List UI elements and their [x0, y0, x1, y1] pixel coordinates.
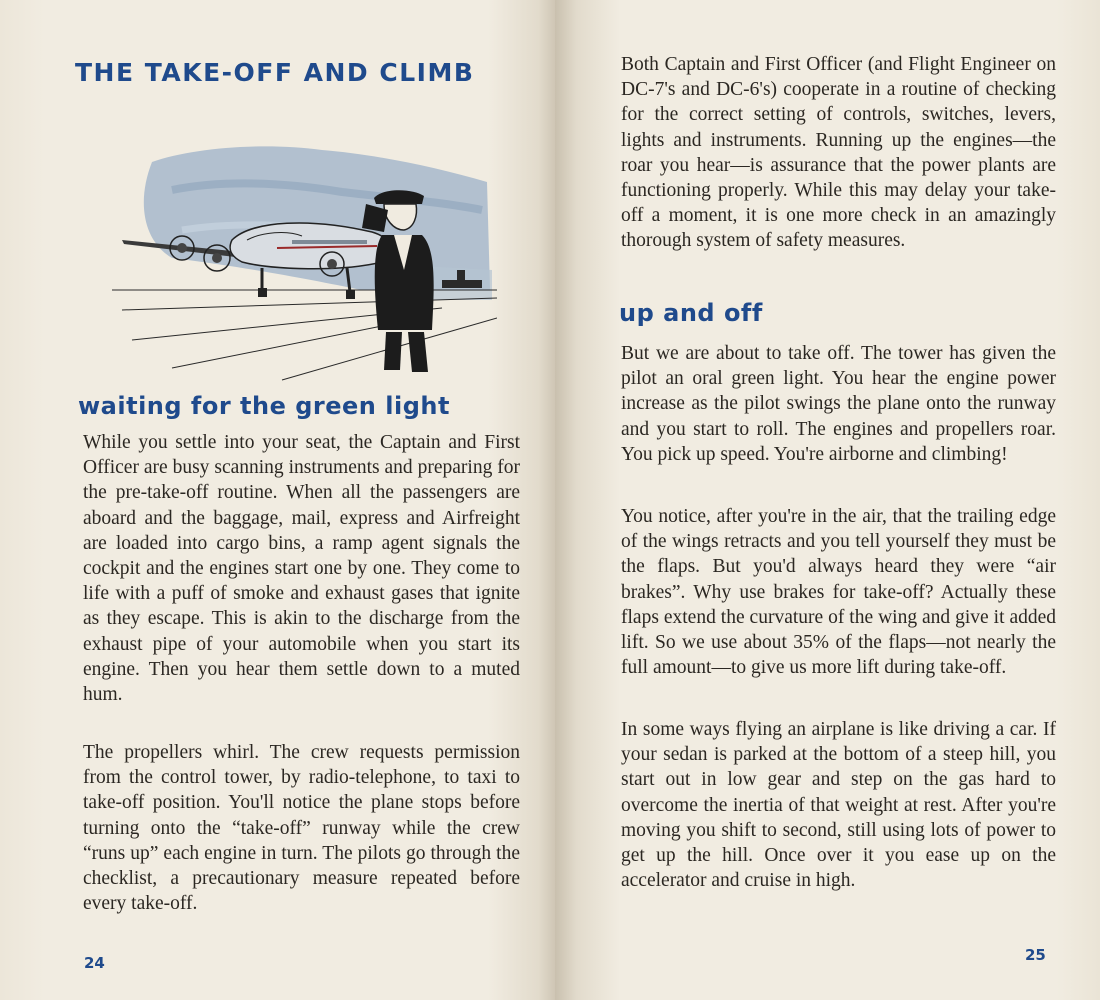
paragraph-up-3: In some ways flying an airplane is like driving a car. If your sedan is parked at the bottom of a steep hill, you start out in low gear and step on the gas hard to overcome the inertia of that weight at rest. After you're moving you shift to second, still using lots of power to get up the hill. Once over it you ease up on the accelerator and cruise in high. — [621, 719, 1056, 892]
page-number-right: 25 — [1025, 946, 1046, 964]
paragraph-waiting-2: The propellers whirl. The crew requests permission from the control tower, by radio-telephone, to taxi to take-off position. You'll notice the plane stops before turning onto the “take-off” runway while the crew “runs up” each engine in turn. The pilots go through the checklist, a precautionary measure repeated before every take-off. — [83, 742, 520, 915]
section-heading-waiting: waiting for the green light — [78, 392, 450, 420]
runway-lines — [112, 290, 497, 380]
paragraph-up-1: But we are about to take off. The tower has given the pilot an oral green light. You hear the engine power increase as the pilot swings the plane onto the runway and you start to roll. The engines and propellers roar. You pick up speed. You're airborne and climbing! — [621, 343, 1056, 465]
paragraph-up-2: You notice, after you're in the air, that the trailing edge of the wings retracts and you tell yourself they must be the flaps. But you'd always heard they were “air brakes”. Why use brakes for take-off? Actually these flaps extend the curvature of the wing and give it added lift. So we use about 35% of the flaps—not nearly the full amount—to give us more lift during take-off. — [621, 506, 1056, 679]
page-number-left: 24 — [84, 954, 105, 972]
paragraph-checking: Both Captain and First Officer (and Flight Engineer on DC-7's and DC-6's) cooperate in a routine of checking for the correct setting of controls, switches, levers, lights and instruments. Running up the engines—the roar you hear—is assurance that the power plants are functioning properly. While this may delay your take-off a moment, it is one more check in an amazingly thorough system of safety measures. — [621, 54, 1056, 252]
chapter-title: THE TAKE-OFF AND CLIMB — [75, 58, 475, 87]
right-page — [555, 0, 1100, 1000]
pilot-saluting-airliner-illustration — [112, 140, 497, 385]
section-heading-up-and-off: up and off — [619, 299, 763, 327]
paragraph-waiting-1: While you settle into your seat, the Captain and First Officer are busy scanning instruments and preparing for the pre-take-off routine. When all the passengers are aboard and the baggage, mail, express and Airfreight are loaded into cargo bins, a ramp agent signals the cockpit and the engines start one by one. They come to life with a puff of smoke and exhaust gases that ignite as they escape. This is akin to the discharge from the exhaust pipe of your automobile when you start its engine. Then you hear them settle down to a muted hum. — [83, 432, 520, 706]
